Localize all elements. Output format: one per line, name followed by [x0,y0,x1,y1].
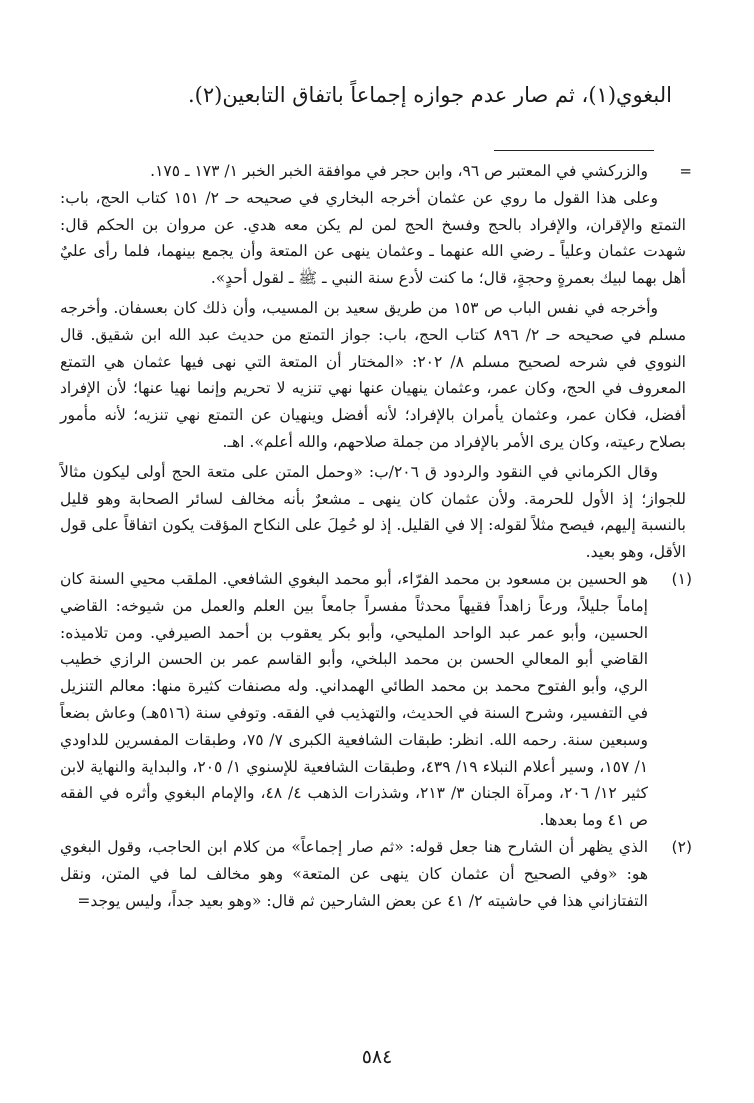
continued-footnote-text: والزركشي في المعتبر ص ٩٦، وابن حجر في موافقة الخبر الخبر ١/ ١٧٣ ـ ١٧٥. [150,162,648,180]
footnote-2-number: (٢) [671,837,692,856]
continuation-mark: = [679,162,692,180]
footnote-paragraph-1: وعلى هذا القول ما روي عن عثمان أخرجه البخاري في صحيحه حـ ٢/ ١٥١ كتاب الحج، باب: التمتع والإقران، والإفراد بالحج وفسخ الحج لمن لم يكن معه هدي. عن مروان بن الحكم قال: شهدت عثمان وعلياً ـ رضي الله عنهما ـ وعثمان ينهى عن المتعة وأن يجمع بينهما، فلما رأى عليٌ أهل بهما لبيك بعمرةٍ وحجةٍ، قال؛ ما كنت لأدع سنة النبي ـ ﷺ ـ لقول أحدٍ». [60,188,686,288]
footnote-2 [60,834,692,914]
page-number: ٥٨٤ [361,1046,393,1068]
footnote-separator [494,150,654,151]
main-text: البغوي(١)، ثم صار عدم جوازه إجماعاً باتفاق التابعين(٢). [187,83,672,107]
footnote-1-text: هو الحسين بن مسعود بن محمد الفرّاء، أبو محمد البغوي الشافعي. الملقب محيي السنة كان إماماً جليلاً، ورعاً زاهداً فقيهاً محدثاً مفسراً جامعاً بين العلم والعمل من شيوخه: القاضي الحسين، وأبو عمر عبد الواحد المليحي، وأبو بكر يعقوب بن أحمد الصيرفي. ومن تلاميذه: القاضي أبو المعالي الحسن بن محمد البلخي، وأبو القاسم عمر بن الحسن الرازي خطيب الري، وأبو الفتوح محمد بن محمد الطائي الهمداني. وله مصنفات كثيرة منها: معالم التنزيل في التفسير، وشرح السنة في الحديث، والتهذيب في الفقه. وتوفي سنة (٥١٦هـ) وعاش بضعاً وسبعين سنة. رحمه الله. انظر: طبقات الشافعية الكبرى ٧/ ٧٥، وطبقات المفسرين للداودي ١/ ١٥٧، وسير أعلام النبلاء ١٩/ ٤٣٩، وطبقات الشافعية للإسنوي ١/ ٢٠٥، والبداية والنهاية لابن كثير ١٢/ ٢٠٦، ومرآة الجنان ٣/ ٢١٣، وشذرات الذهب ٤/ ٤٨، والإمام البغوي وأثره في الفقه ص ٤١ وما بعدها. [60,569,649,830]
footnote-2-text: الذي يظهر أن الشارح هنا جعل قوله: «ثم صار إجماعاً» من كلام ابن الحاجب، وقول البغوي هو: «وفي الصحيح أن عثمان كان ينهى عن المتعة» وهو مخالف لما في المتن، ونقل التفتازاني هذا في حاشيته ٢/ ٤١ عن بعض الشارحين ثم قال: «وهو بعيد جداً، وليس يوجد= [60,837,648,910]
footnote-paragraph-3: وقال الكرماني في النقود والردود ق ٢٠٦/ب: «وحمل المتن على متعة الحج أولى ليكون مثالاً للجواز؛ إذ الأول للحرمة. ولأن عثمان كان ينهى ـ مشعرٌ بأنه مخالف لسائر الصحابة وهو قليل بالنسبة إليهم، فيصح مثلاً لقوله: إلا في القليل. إذ لو حُمِلَ على النكاح المؤقت يكون اتفاقاً على قول الأقل، وهو بعيد. [60,462,686,562]
footnotes-section [60,158,692,914]
continued-footnote [60,158,692,185]
footnote-paragraph-2: وأخرجه في نفس الباب ص ١٥٣ من طريق سعيد بن المسيب، وأن ذلك كان بعسفان. وأخرجه مسلم في صحيحه حـ ٢/ ٨٩٦ كتاب الحج، باب: جواز التمتع من حديث عبد الله ابن شقيق. قال النووي في شرحه لصحيح مسلم ٨/ ٢٠٢: «المختار أن المتعة التي نهى فيها عثمان هي التمتع المعروف في الحج، وكان عمر، وعثمان ينهيان عنها نهي تنزيه لا تحريم وإنما نهيا عنها؛ لأن الإفراد أفضل، فكان عمر، وعثمان يأمران بالإفراد؛ لأنه أفضل وينهيان عن التمتع نهي تنزيه؛ لأنه مأمور بصلاح رعيته، وكان يرى الأمر بالإفراد من جملة صلاحهم، والله أعلم». اهـ. [60,298,686,451]
footnote-1 [60,566,692,834]
footnote-1-number: (١) [671,569,692,588]
